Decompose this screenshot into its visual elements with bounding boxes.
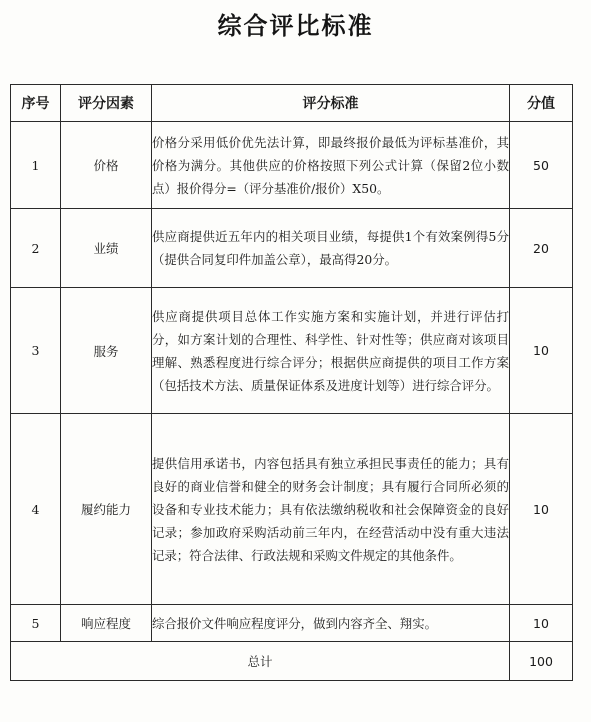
row-factor: 价格 bbox=[61, 122, 152, 209]
total-label: 总计 bbox=[11, 642, 510, 681]
row-score: 10 bbox=[510, 288, 573, 414]
row-number: 1 bbox=[11, 122, 61, 209]
row-number: 2 bbox=[11, 209, 61, 288]
row-factor: 履约能力 bbox=[61, 414, 152, 605]
row-score: 10 bbox=[510, 605, 573, 642]
total-row bbox=[11, 642, 573, 681]
header-score: 分值 bbox=[510, 85, 573, 122]
row-standard: 供应商提供近五年内的相关项目业绩，每提供1个有效案例得5分（提供合同复印件加盖公章），最高得20分。 bbox=[152, 209, 510, 288]
header-no: 序号 bbox=[11, 85, 61, 122]
row-factor: 业绩 bbox=[61, 209, 152, 288]
scoring-table bbox=[10, 84, 573, 681]
total-score: 100 bbox=[510, 642, 573, 681]
page-title: 综合评比标准 bbox=[217, 12, 374, 40]
table-row bbox=[11, 122, 573, 209]
table-row bbox=[11, 288, 573, 414]
row-number: 4 bbox=[11, 414, 61, 605]
row-factor: 响应程度 bbox=[61, 605, 152, 642]
header-factor: 评分因素 bbox=[61, 85, 152, 122]
row-number: 5 bbox=[11, 605, 61, 642]
table-header-row bbox=[11, 85, 573, 122]
table-row bbox=[11, 414, 573, 605]
row-score: 20 bbox=[510, 209, 573, 288]
row-factor: 服务 bbox=[61, 288, 152, 414]
row-score: 10 bbox=[510, 414, 573, 605]
table-row bbox=[11, 209, 573, 288]
header-standard: 评分标准 bbox=[152, 85, 510, 122]
row-number: 3 bbox=[11, 288, 61, 414]
row-standard: 供应商提供项目总体工作实施方案和实施计划，并进行评估打分，如方案计划的合理性、科学性、针对性等；供应商对该项目理解、熟悉程度进行综合评分；根据供应商提供的项目工作方案（包括技术方法、质量保证体系及进度计划等）进行综合评分。 bbox=[152, 288, 510, 414]
row-standard: 价格分采用低价优先法计算，即最终报价最低为评标基准价，其价格为满分。其他供应的价格按照下列公式计算（保留2位小数点）报价得分=（评分基准价/报价）X50。 bbox=[152, 122, 510, 209]
row-standard: 提供信用承诺书，内容包括具有独立承担民事责任的能力；具有良好的商业信誉和健全的财务会计制度；具有履行合同所必须的设备和专业技术能力；具有依法缴纳税收和社会保障资金的良好记录；参加政府采购活动前三年内，在经营活动中没有重大违法记录；符合法律、行政法规和采购文件规定的其他条件。 bbox=[152, 414, 510, 605]
row-standard: 综合报价文件响应程度评分，做到内容齐全、翔实。 bbox=[152, 605, 510, 642]
row-score: 50 bbox=[510, 122, 573, 209]
table-row bbox=[11, 605, 573, 642]
